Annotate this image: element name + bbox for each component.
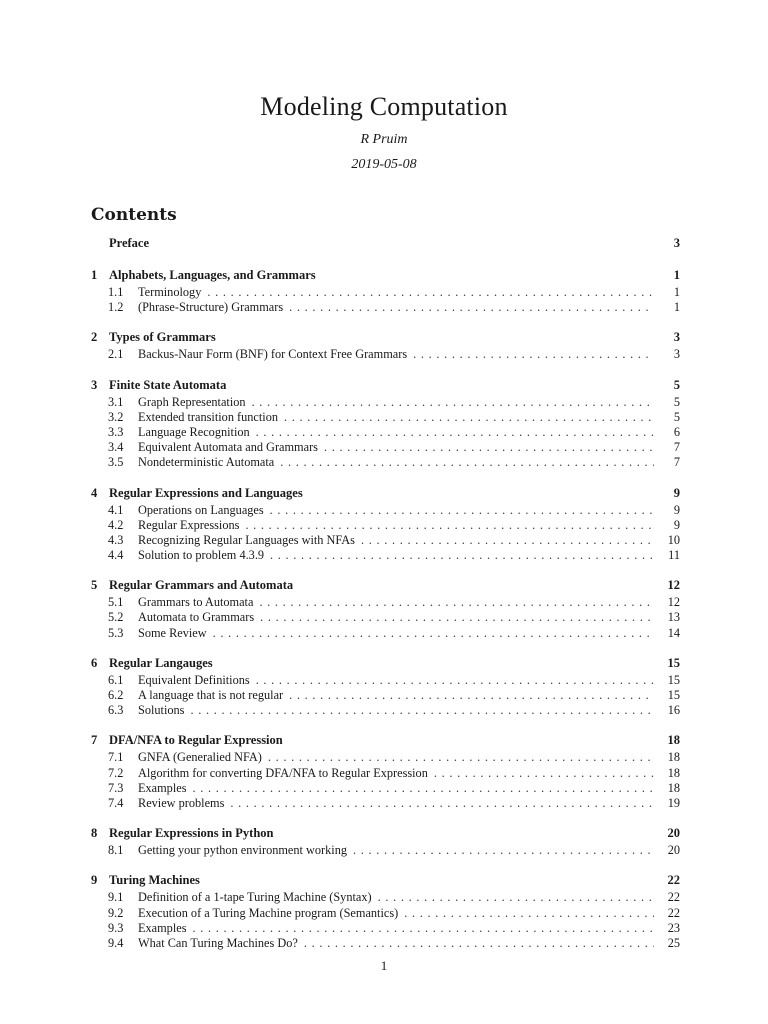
toc-subsection-entry[interactable] xyxy=(91,425,680,440)
subsection-page: 1 xyxy=(673,300,680,315)
subsection-number: 9.1 xyxy=(108,890,124,905)
dot-leader xyxy=(289,688,654,703)
subsection-title: Some Review xyxy=(138,625,207,640)
toc-section xyxy=(91,236,680,253)
toc-section-entry[interactable] xyxy=(91,733,680,750)
subsection-number: 3.2 xyxy=(108,409,124,424)
subsection-number: 5.2 xyxy=(108,610,124,625)
toc-section-entry[interactable] xyxy=(91,236,680,253)
subsection-number: 6.3 xyxy=(108,703,124,718)
subsection-page: 25 xyxy=(667,935,680,950)
subsection-number: 6.1 xyxy=(108,672,124,687)
subsection-page: 6 xyxy=(673,424,680,439)
subsection-number: 7.1 xyxy=(108,750,124,765)
subsection-number: 3.3 xyxy=(108,424,124,439)
subsection-number: 4.4 xyxy=(108,548,124,563)
toc-subsection-entry[interactable] xyxy=(91,455,680,470)
toc-subsection-entry[interactable] xyxy=(91,410,680,425)
subsection-title: Execution of a Turing Machine program (Semantics) xyxy=(138,905,399,920)
subsection-title: Examples xyxy=(138,780,187,795)
dot-leader xyxy=(413,347,654,362)
section-number: 4 xyxy=(91,485,98,500)
toc-section-entry[interactable] xyxy=(91,873,680,890)
subsection-title: Nondeterministic Automata xyxy=(138,455,275,470)
subsection-page: 23 xyxy=(667,920,680,935)
dot-leader xyxy=(284,410,654,425)
section-page: 22 xyxy=(667,873,680,888)
subsection-page: 19 xyxy=(667,795,680,810)
toc-subsection-entry[interactable] xyxy=(91,673,680,688)
section-title: Types of Grammars xyxy=(109,330,216,345)
dot-leader xyxy=(434,766,654,781)
subsection-page: 11 xyxy=(668,548,680,563)
toc-subsection-entry[interactable] xyxy=(91,395,680,410)
subsection-page: 15 xyxy=(667,688,680,702)
toc-section xyxy=(91,486,680,564)
subsection-page: 20 xyxy=(667,843,680,858)
subsection-page: 5 xyxy=(673,394,680,409)
section-number: 5 xyxy=(91,578,98,593)
section-title: Regular Langauges xyxy=(109,655,213,670)
section-number: 7 xyxy=(91,733,98,748)
subsection-title: What Can Turing Machines Do? xyxy=(138,935,298,950)
section-title: Regular Grammars and Automata xyxy=(109,578,294,593)
toc-subsection-entry[interactable] xyxy=(91,518,680,533)
subsection-title: Definition of a 1-tape Turing Machine (Syntax) xyxy=(138,890,372,905)
subsection-page: 10 xyxy=(667,532,680,547)
toc-section-entry[interactable] xyxy=(91,330,680,347)
subsection-page: 22 xyxy=(667,905,680,920)
subsection-title: Terminology xyxy=(138,285,202,299)
section-title: Regular Expressions in Python xyxy=(109,826,274,841)
subsection-number: 1.1 xyxy=(108,285,124,299)
toc-subsection-entry[interactable] xyxy=(91,440,680,455)
dot-leader xyxy=(252,395,654,410)
toc-subsection-entry[interactable] xyxy=(91,906,680,921)
subsection-title: Regular Expressions xyxy=(138,517,240,532)
subsection-number: 4.1 xyxy=(108,502,124,517)
toc-subsection-entry[interactable] xyxy=(91,781,680,796)
subsection-page: 22 xyxy=(667,890,680,905)
section-title: Finite State Automata xyxy=(109,377,227,392)
subsection-number: 5.3 xyxy=(108,625,124,640)
toc-subsection-entry[interactable] xyxy=(91,285,680,300)
dot-leader xyxy=(256,673,654,688)
dot-leader xyxy=(378,890,654,905)
subsection-page: 16 xyxy=(667,703,680,718)
toc-section xyxy=(91,873,680,951)
toc-subsection-entry[interactable] xyxy=(91,843,680,858)
toc-subsection-entry[interactable] xyxy=(91,533,680,548)
subsection-title: Equivalent Definitions xyxy=(138,672,250,687)
subsection-page: 12 xyxy=(667,595,680,610)
subsection-page: 13 xyxy=(667,610,680,625)
subsection-page: 1 xyxy=(673,285,680,299)
subsection-title: Graph Representation xyxy=(138,394,246,409)
subsection-title: Language Recognition xyxy=(138,424,250,439)
section-page: 9 xyxy=(673,485,680,500)
dot-leader xyxy=(270,503,654,518)
section-page: 1 xyxy=(673,268,680,282)
section-title: Alphabets, Languages, and Grammars xyxy=(109,268,316,282)
toc-subsection-entry[interactable] xyxy=(91,766,680,781)
subsection-page: 3 xyxy=(673,347,680,362)
page-number: 1 xyxy=(380,958,388,973)
dot-leader xyxy=(304,936,654,951)
dot-leader xyxy=(289,300,654,315)
toc-subsection-entry[interactable] xyxy=(91,688,680,703)
subsection-number: 5.1 xyxy=(108,595,124,610)
subsection-title: Backus-Naur Form (BNF) for Context Free Grammars xyxy=(138,347,408,362)
toc-section xyxy=(91,268,680,315)
section-number: 8 xyxy=(91,826,98,841)
toc-subsection-entry[interactable] xyxy=(91,610,680,625)
toc-subsection-entry[interactable] xyxy=(91,890,680,905)
toc-section-entry[interactable] xyxy=(91,826,680,843)
dot-leader xyxy=(361,533,654,548)
section-number: 9 xyxy=(91,873,98,888)
subsection-number: 4.3 xyxy=(108,532,124,547)
toc-subsection-entry[interactable] xyxy=(91,796,680,811)
dot-leader xyxy=(270,548,654,563)
section-number: 6 xyxy=(91,655,98,670)
contents-heading: Contents xyxy=(91,205,177,225)
subsection-number: 9.2 xyxy=(108,905,124,920)
toc-section-entry[interactable] xyxy=(91,268,680,285)
section-page: 20 xyxy=(667,826,680,841)
subsection-page: 9 xyxy=(673,517,680,532)
section-number: 1 xyxy=(91,268,98,282)
dot-leader xyxy=(260,610,654,625)
subsection-title: Getting your python environment working xyxy=(138,843,348,858)
toc-section xyxy=(91,578,680,641)
dot-leader xyxy=(268,750,654,765)
dot-leader xyxy=(193,921,655,936)
subsection-number: 4.2 xyxy=(108,517,124,532)
subsection-title: (Phrase-Structure) Grammars xyxy=(138,300,284,315)
toc-section xyxy=(91,378,680,471)
toc-subsection-entry[interactable] xyxy=(91,595,680,610)
subsection-page: 7 xyxy=(673,455,680,470)
section-number: 2 xyxy=(91,330,98,345)
subsection-title: Algorithm for converting DFA/NFA to Regular Expression xyxy=(138,765,428,780)
toc-section xyxy=(91,826,680,858)
subsection-title: Equivalent Automata and Grammars xyxy=(138,440,318,455)
subsection-number: 9.3 xyxy=(108,920,124,935)
toc-section xyxy=(91,656,680,719)
toc-section-entry[interactable] xyxy=(91,378,680,395)
subsection-number: 7.4 xyxy=(108,795,124,810)
toc-subsection-entry[interactable] xyxy=(91,750,680,765)
toc-subsection-entry[interactable] xyxy=(91,936,680,951)
subsection-page: 14 xyxy=(667,625,680,640)
subsection-title: Recognizing Regular Languages with NFAs xyxy=(138,532,355,547)
dot-leader xyxy=(324,440,654,455)
subsection-number: 3.1 xyxy=(108,394,124,409)
document-date: 2019-05-08 xyxy=(351,157,417,172)
subsection-number: 7.2 xyxy=(108,765,124,780)
section-page: 5 xyxy=(673,377,680,392)
section-page: 15 xyxy=(667,655,680,670)
subsection-page: 9 xyxy=(673,502,680,517)
section-page: 18 xyxy=(667,733,680,748)
subsection-number: 6.2 xyxy=(108,688,124,702)
toc-section-entry[interactable] xyxy=(91,578,680,595)
subsection-page: 18 xyxy=(667,750,680,765)
dot-leader xyxy=(213,626,654,641)
subsection-number: 2.1 xyxy=(108,347,124,362)
subsection-title: A language that is not regular xyxy=(138,688,284,702)
subsection-number: 9.4 xyxy=(108,935,124,950)
section-title: Regular Expressions and Languages xyxy=(109,485,303,500)
section-page: 3 xyxy=(673,236,680,250)
dot-leader xyxy=(353,843,654,858)
dot-leader xyxy=(190,703,654,718)
subsection-number: 8.1 xyxy=(108,843,124,858)
dot-leader xyxy=(207,285,654,300)
subsection-page: 15 xyxy=(667,672,680,687)
section-title: Turing Machines xyxy=(109,873,200,888)
subsection-page: 18 xyxy=(667,765,680,780)
subsection-number: 3.4 xyxy=(108,440,124,455)
dot-leader xyxy=(256,425,654,440)
subsection-title: GNFA (Generalied NFA) xyxy=(138,750,262,765)
section-page: 12 xyxy=(667,578,680,593)
subsection-page: 18 xyxy=(667,780,680,795)
subsection-page: 7 xyxy=(673,440,680,455)
toc-subsection-entry[interactable] xyxy=(91,503,680,518)
subsection-title: Extended transition function xyxy=(138,409,279,424)
subsection-title: Review problems xyxy=(138,795,225,810)
dot-leader xyxy=(193,781,655,796)
toc-subsection-entry[interactable] xyxy=(91,548,680,563)
toc-section-entry[interactable] xyxy=(91,486,680,503)
section-title: DFA/NFA to Regular Expression xyxy=(109,733,283,748)
toc-section xyxy=(91,733,680,811)
toc-subsection-entry[interactable] xyxy=(91,626,680,641)
toc-section-entry[interactable] xyxy=(91,656,680,673)
subsection-title: Solution to problem 4.3.9 xyxy=(138,548,265,563)
subsection-title: Grammars to Automata xyxy=(138,595,254,610)
section-page: 3 xyxy=(673,330,680,345)
subsection-title: Examples xyxy=(138,920,187,935)
toc-subsection-entry[interactable] xyxy=(91,921,680,936)
toc-subsection-entry[interactable] xyxy=(91,703,680,718)
subsection-number: 3.5 xyxy=(108,455,124,470)
subsection-title: Automata to Grammars xyxy=(138,610,255,625)
dot-leader xyxy=(404,906,654,921)
dot-leader xyxy=(259,595,654,610)
document-author: R Pruim xyxy=(360,132,408,147)
subsection-page: 5 xyxy=(673,409,680,424)
toc-section xyxy=(91,330,680,362)
subsection-number: 1.2 xyxy=(108,300,124,315)
section-number: 3 xyxy=(91,377,98,392)
toc-subsection-entry[interactable] xyxy=(91,300,680,315)
document-title: Modeling Computation xyxy=(260,92,508,121)
dot-leader xyxy=(230,796,654,811)
table-of-contents xyxy=(91,236,680,966)
subsection-title: Solutions xyxy=(138,703,185,718)
dot-leader xyxy=(245,518,654,533)
dot-leader xyxy=(280,455,654,470)
subsection-number: 7.3 xyxy=(108,780,124,795)
section-title: Preface xyxy=(109,236,150,250)
subsection-title: Operations on Languages xyxy=(138,502,264,517)
toc-subsection-entry[interactable] xyxy=(91,347,680,362)
